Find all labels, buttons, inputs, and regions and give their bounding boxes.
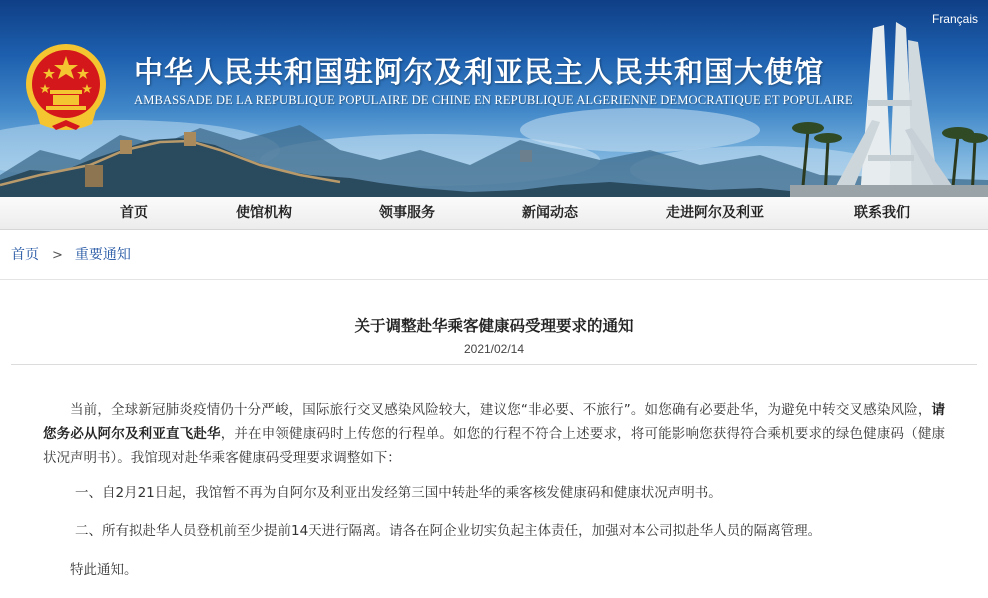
article-paragraph-intro <box>43 398 945 470</box>
intro-text-a: 当前，全球新冠肺炎疫情仍十分严峻，国际旅行交叉感染风险较大，建议您“非必要、不旅行”。如您确有必要赴华，为避免中转交叉感染风险， <box>70 402 932 418</box>
nav-item-news[interactable]: 新闻动态 <box>522 205 578 221</box>
nav-item-consular-services[interactable]: 领事服务 <box>379 205 435 221</box>
header-banner <box>0 0 988 197</box>
breadcrumb <box>11 245 131 265</box>
article-closing: 特此通知。 <box>70 562 138 578</box>
article-title: 关于调整赴华乘客健康码受理要求的通知 <box>354 317 634 335</box>
article-date: 2021/02/14 <box>463 342 525 356</box>
nav-item-embassy-offices[interactable]: 使馆机构 <box>236 205 292 221</box>
embassy-title-chinese: 中华人民共和国驻阿尔及利亚民主人民共和国大使馆 <box>134 55 825 89</box>
intro-text-bold: 请您务必从阿尔及利亚直飞赴华 <box>43 402 945 442</box>
breadcrumb-current-link[interactable]: 重要通知 <box>74 247 131 263</box>
breadcrumb-home-link[interactable]: 首页 <box>11 247 39 263</box>
embassy-title-french: AMBASSADE DE LA REPUBLIQUE POPULAIRE DE CHINE EN REPUBLIQUE ALGERIENNE DEMOCRATIQUE ET POPULAIRE <box>134 93 853 107</box>
breadcrumb-divider <box>0 279 988 280</box>
nav-item-about-algeria[interactable]: 走进阿尔及利亚 <box>666 205 764 221</box>
language-switch-link[interactable]: Français <box>931 12 978 26</box>
national-emblem-icon <box>22 40 110 132</box>
article-divider <box>11 364 977 365</box>
main-navigation <box>0 197 988 230</box>
article-body <box>43 398 946 578</box>
article-item-two: 二、所有拟赴华人员登机前至少提前14天进行隔离。请各在阿企业切实负起主体责任，加强对本公司拟赴华人员的隔离管理。 <box>75 523 822 539</box>
nav-item-home[interactable]: 首页 <box>120 205 148 221</box>
article-item-one: 一、自2月21日起，我馆暂不再为自阿尔及利亚出发经第三国中转赴华的乘客核发健康码和健康状况声明书。 <box>75 485 722 501</box>
intro-text-b: ，并在申领健康码时上传您的行程单。如您的行程不符合上述要求，将可能影响您获得符合乘机要求的绿色健康码（健康状况声明书）。我馆现对赴华乘客健康码受理要求调整如下： <box>43 426 946 466</box>
breadcrumb-separator: > <box>52 248 63 263</box>
nav-item-contact-us[interactable]: 联系我们 <box>854 205 910 221</box>
